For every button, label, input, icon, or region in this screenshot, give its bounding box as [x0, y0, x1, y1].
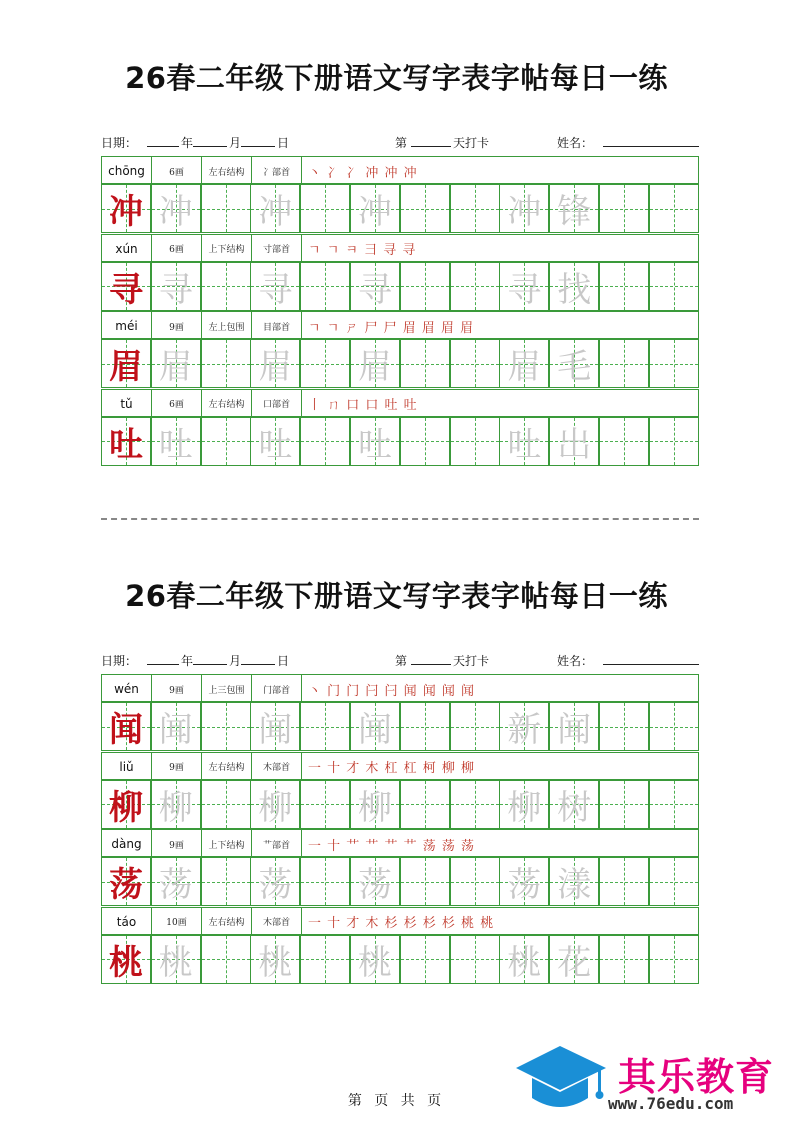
stroke-count: 9画 — [152, 830, 202, 858]
practice-square[interactable] — [499, 184, 549, 233]
char-practice-row — [101, 857, 699, 906]
blank-line[interactable] — [241, 134, 275, 147]
checkin-label: 天打卡 — [453, 136, 490, 150]
trace-character: 桃 — [507, 942, 542, 983]
char-info-row — [101, 829, 699, 857]
practice-square[interactable] — [201, 935, 251, 984]
trace-character: 树 — [557, 787, 592, 828]
stroke-count: 6画 — [152, 390, 202, 418]
trace-character: 冲 — [358, 192, 392, 232]
practice-square[interactable] — [201, 702, 251, 751]
brand-url: www.76edu.com — [608, 1094, 734, 1113]
radical: 目部首 — [252, 312, 302, 340]
practice-square[interactable] — [151, 857, 201, 906]
char-info-row — [101, 674, 699, 702]
radical: 木部首 — [252, 908, 302, 936]
practice-square[interactable] — [250, 262, 300, 311]
practice-square[interactable] — [450, 857, 500, 906]
char-practice-row — [101, 935, 699, 984]
trace-character: 眉 — [358, 347, 392, 387]
trace-character: 柳 — [507, 787, 542, 828]
practice-square[interactable] — [499, 417, 549, 466]
practice-square[interactable] — [599, 184, 649, 233]
blank-line[interactable] — [411, 652, 451, 665]
model-character: 荡 — [109, 865, 143, 905]
day-number-label: 第 — [395, 136, 408, 150]
practice-square[interactable] — [599, 262, 649, 311]
radical: 艹部首 — [252, 830, 302, 858]
trace-character: 冲 — [258, 192, 293, 232]
blank-line[interactable] — [147, 134, 179, 147]
practice-square[interactable] — [499, 935, 549, 984]
model-character: 闻 — [109, 710, 143, 750]
practice-square[interactable] — [300, 857, 350, 906]
practice-square[interactable] — [250, 935, 300, 984]
char-info-row — [101, 156, 699, 184]
day-label: 日 — [277, 654, 290, 668]
trace-character: 眉 — [258, 347, 293, 387]
stroke-order: 丶 门 门 闩 闩 闻 闻 闻 闻 — [308, 683, 476, 699]
pinyin: tǔ — [102, 390, 152, 418]
practice-square[interactable] — [499, 702, 549, 751]
practice-square[interactable] — [250, 184, 300, 233]
char-info-row — [101, 389, 699, 417]
practice-square[interactable] — [350, 184, 400, 233]
graduation-cap-icon — [508, 1040, 618, 1122]
practice-square[interactable] — [201, 184, 251, 233]
trace-character: 寻 — [358, 269, 392, 310]
practice-square[interactable] — [400, 184, 450, 233]
practice-square[interactable] — [649, 935, 699, 984]
practice-square[interactable] — [450, 262, 500, 311]
year-label: 年 — [181, 136, 194, 150]
practice-square[interactable] — [649, 262, 699, 311]
practice-square[interactable] — [250, 857, 300, 906]
trace-character: 冲 — [158, 192, 193, 232]
practice-square[interactable] — [450, 935, 500, 984]
stroke-order: ㄱ ㄱ ㄕ 尸 尸 眉 眉 眉 眉 — [308, 320, 475, 336]
practice-square[interactable] — [151, 262, 201, 311]
month-label: 月 — [229, 136, 242, 150]
practice-square[interactable] — [151, 780, 201, 829]
practice-square[interactable] — [549, 184, 599, 233]
practice-square[interactable] — [151, 702, 201, 751]
blank-line[interactable] — [411, 134, 451, 147]
brand-name: 其乐教育 — [618, 1055, 775, 1099]
practice-square[interactable] — [350, 339, 400, 388]
trace-character: 柳 — [258, 787, 293, 828]
name-label: 姓名： — [557, 136, 594, 150]
radical: 寸部首 — [252, 235, 302, 263]
practice-square[interactable] — [649, 339, 699, 388]
date-label: 日期： — [101, 136, 138, 150]
practice-square[interactable] — [450, 339, 500, 388]
practice-square[interactable] — [201, 417, 251, 466]
day-label: 日 — [277, 136, 290, 150]
stroke-count: 6画 — [152, 157, 202, 185]
trace-character: 毛 — [557, 347, 592, 387]
practice-square[interactable] — [201, 262, 251, 311]
structure: 左上包围 — [202, 312, 252, 340]
sheet-title: 26春二年级下册语文写字表字帖每日一练 — [125, 61, 668, 95]
char-practice-row — [101, 184, 699, 233]
trace-character: 锋 — [557, 192, 592, 232]
practice-square[interactable] — [499, 780, 549, 829]
trace-character: 闻 — [557, 710, 592, 750]
practice-square[interactable] — [549, 417, 599, 466]
stroke-count: 6画 — [152, 235, 202, 263]
practice-square[interactable] — [300, 184, 350, 233]
pinyin: méi — [102, 312, 152, 340]
structure: 左右结构 — [202, 908, 252, 936]
practice-square[interactable] — [250, 780, 300, 829]
practice-square[interactable] — [350, 780, 400, 829]
practice-square[interactable] — [549, 780, 599, 829]
practice-square[interactable] — [151, 339, 201, 388]
practice-square[interactable] — [599, 857, 649, 906]
practice-square[interactable] — [499, 339, 549, 388]
stroke-order: 丶 冫 冫 冲 冲 冲 — [308, 165, 418, 181]
practice-square[interactable] — [400, 780, 450, 829]
day-number-label: 第 — [395, 654, 408, 668]
trace-character: 闻 — [258, 710, 293, 750]
pinyin: liǔ — [102, 753, 152, 781]
char-practice-row — [101, 339, 699, 388]
pinyin: xún — [102, 235, 152, 263]
model-character: 桃 — [109, 942, 143, 983]
practice-square[interactable] — [450, 702, 500, 751]
practice-square[interactable] — [250, 339, 300, 388]
model-character: 眉 — [109, 347, 143, 387]
trace-character: 桃 — [358, 942, 392, 983]
practice-square[interactable] — [151, 935, 201, 984]
practice-square[interactable] — [101, 262, 151, 311]
trace-character: 闻 — [358, 710, 392, 750]
stroke-count: 9画 — [152, 675, 202, 703]
char-info-row — [101, 311, 699, 339]
stroke-order: 一 十 艹 艹 艹 艹 荡 荡 荡 — [308, 838, 476, 854]
radical: 口部首 — [252, 390, 302, 418]
model-character: 柳 — [109, 787, 143, 828]
practice-square[interactable] — [549, 935, 599, 984]
practice-square[interactable] — [101, 184, 151, 233]
practice-square[interactable] — [250, 417, 300, 466]
practice-square[interactable] — [101, 780, 151, 829]
practice-square[interactable] — [201, 780, 251, 829]
trace-character: 闻 — [158, 710, 193, 750]
pinyin: wén — [102, 675, 152, 703]
stroke-order: 一 十 才 木 杠 杠 柯 柳 柳 — [308, 761, 476, 776]
blank-line[interactable] — [241, 652, 275, 665]
structure: 左右结构 — [202, 390, 252, 418]
stroke-order: ㄱ ㄱ ㅋ 彐 寻 寻 — [308, 243, 417, 258]
brand-logo — [508, 1040, 793, 1122]
trace-character: 寻 — [158, 269, 193, 310]
trace-character: 柳 — [358, 787, 392, 828]
stroke-order: 一 十 才 木 杉 杉 杉 杉 桃 桃 — [308, 916, 495, 931]
radical: 门部首 — [252, 675, 302, 703]
name-label: 姓名： — [557, 654, 594, 668]
practice-square[interactable] — [400, 339, 450, 388]
section-divider — [101, 518, 699, 520]
page-footer: 第 页 共 页 — [347, 1093, 446, 1109]
char-info-row — [101, 234, 699, 262]
practice-square[interactable] — [350, 702, 400, 751]
model-character: 吐 — [109, 424, 143, 465]
trace-character: 寻 — [258, 269, 293, 310]
info-line — [101, 652, 699, 670]
pinyin: chōng — [102, 157, 152, 185]
structure: 上下结构 — [202, 830, 252, 858]
year-label: 年 — [181, 654, 194, 668]
blank-line[interactable] — [603, 134, 699, 147]
blank-line[interactable] — [193, 652, 227, 665]
trace-character: 桃 — [258, 942, 293, 983]
blank-line[interactable] — [603, 652, 699, 665]
model-character: 寻 — [109, 269, 143, 310]
practice-square[interactable] — [300, 339, 350, 388]
char-info-row — [101, 907, 699, 935]
stroke-count: 10画 — [152, 908, 202, 936]
practice-square[interactable] — [549, 339, 599, 388]
practice-square[interactable] — [350, 262, 400, 311]
pinyin: dàng — [102, 830, 152, 858]
trace-character: 寻 — [507, 269, 542, 310]
trace-character: 荡 — [258, 865, 293, 905]
trace-character: 吐 — [507, 424, 542, 465]
practice-square[interactable] — [400, 935, 450, 984]
practice-square[interactable] — [649, 780, 699, 829]
practice-square[interactable] — [649, 857, 699, 906]
date-label: 日期： — [101, 654, 138, 668]
practice-square[interactable] — [599, 339, 649, 388]
trace-character: 眉 — [507, 347, 542, 387]
practice-square[interactable] — [450, 184, 500, 233]
practice-square[interactable] — [101, 417, 151, 466]
month-label: 月 — [229, 654, 242, 668]
char-practice-row — [101, 417, 699, 466]
practice-square[interactable] — [400, 417, 450, 466]
practice-square[interactable] — [450, 780, 500, 829]
radical: 木部首 — [252, 753, 302, 781]
practice-square[interactable] — [101, 339, 151, 388]
practice-square[interactable] — [450, 417, 500, 466]
practice-square[interactable] — [499, 857, 549, 906]
practice-square[interactable] — [101, 857, 151, 906]
practice-square[interactable] — [599, 417, 649, 466]
trace-character: 花 — [557, 942, 592, 983]
stroke-order: 丨 ㄇ 口 口 吐 吐 — [308, 398, 418, 413]
stroke-count: 9画 — [152, 753, 202, 781]
char-practice-row — [101, 780, 699, 829]
practice-square[interactable] — [599, 702, 649, 751]
model-character: 冲 — [109, 192, 143, 232]
practice-square[interactable] — [400, 702, 450, 751]
trace-character: 桃 — [158, 942, 193, 983]
structure: 上三包围 — [202, 675, 252, 703]
char-practice-row — [101, 262, 699, 311]
practice-square[interactable] — [101, 935, 151, 984]
practice-square[interactable] — [300, 417, 350, 466]
structure: 上下结构 — [202, 235, 252, 263]
practice-square[interactable] — [151, 184, 201, 233]
radical: 冫部首 — [252, 157, 302, 185]
trace-character: 吐 — [258, 424, 293, 465]
trace-character: 出 — [557, 424, 592, 465]
practice-square[interactable] — [151, 417, 201, 466]
pinyin: táo — [102, 908, 152, 936]
trace-character: 新 — [507, 710, 542, 750]
info-line — [101, 134, 699, 152]
trace-character: 柳 — [158, 787, 193, 828]
practice-square[interactable] — [599, 935, 649, 984]
trace-character: 荡 — [158, 865, 193, 905]
practice-square[interactable] — [300, 780, 350, 829]
trace-character: 荡 — [507, 865, 542, 905]
practice-square[interactable] — [350, 857, 400, 906]
trace-character: 漾 — [557, 865, 592, 905]
practice-square[interactable] — [201, 339, 251, 388]
sheet-title: 26春二年级下册语文写字表字帖每日一练 — [125, 579, 668, 613]
blank-line[interactable] — [147, 652, 179, 665]
practice-square[interactable] — [549, 857, 599, 906]
trace-character: 冲 — [507, 192, 542, 232]
practice-square[interactable] — [649, 184, 699, 233]
trace-character: 吐 — [158, 424, 193, 465]
practice-square[interactable] — [350, 417, 400, 466]
practice-square[interactable] — [300, 702, 350, 751]
practice-square[interactable] — [400, 857, 450, 906]
practice-square[interactable] — [300, 935, 350, 984]
trace-character: 眉 — [158, 347, 193, 387]
practice-square[interactable] — [250, 702, 300, 751]
stroke-count: 9画 — [152, 312, 202, 340]
practice-square[interactable] — [649, 702, 699, 751]
practice-square[interactable] — [400, 262, 450, 311]
structure: 左右结构 — [202, 753, 252, 781]
char-info-row — [101, 752, 699, 780]
blank-line[interactable] — [193, 134, 227, 147]
practice-square[interactable] — [350, 935, 400, 984]
checkin-label: 天打卡 — [453, 654, 490, 668]
trace-character: 荡 — [358, 865, 392, 905]
practice-square[interactable] — [549, 702, 599, 751]
practice-square[interactable] — [549, 262, 599, 311]
practice-square[interactable] — [599, 780, 649, 829]
practice-square[interactable] — [499, 262, 549, 311]
practice-square[interactable] — [300, 262, 350, 311]
practice-square[interactable] — [101, 702, 151, 751]
trace-character: 找 — [557, 269, 592, 310]
structure: 左右结构 — [202, 157, 252, 185]
practice-square[interactable] — [201, 857, 251, 906]
trace-character: 吐 — [358, 424, 392, 465]
char-practice-row — [101, 702, 699, 751]
practice-square[interactable] — [649, 417, 699, 466]
